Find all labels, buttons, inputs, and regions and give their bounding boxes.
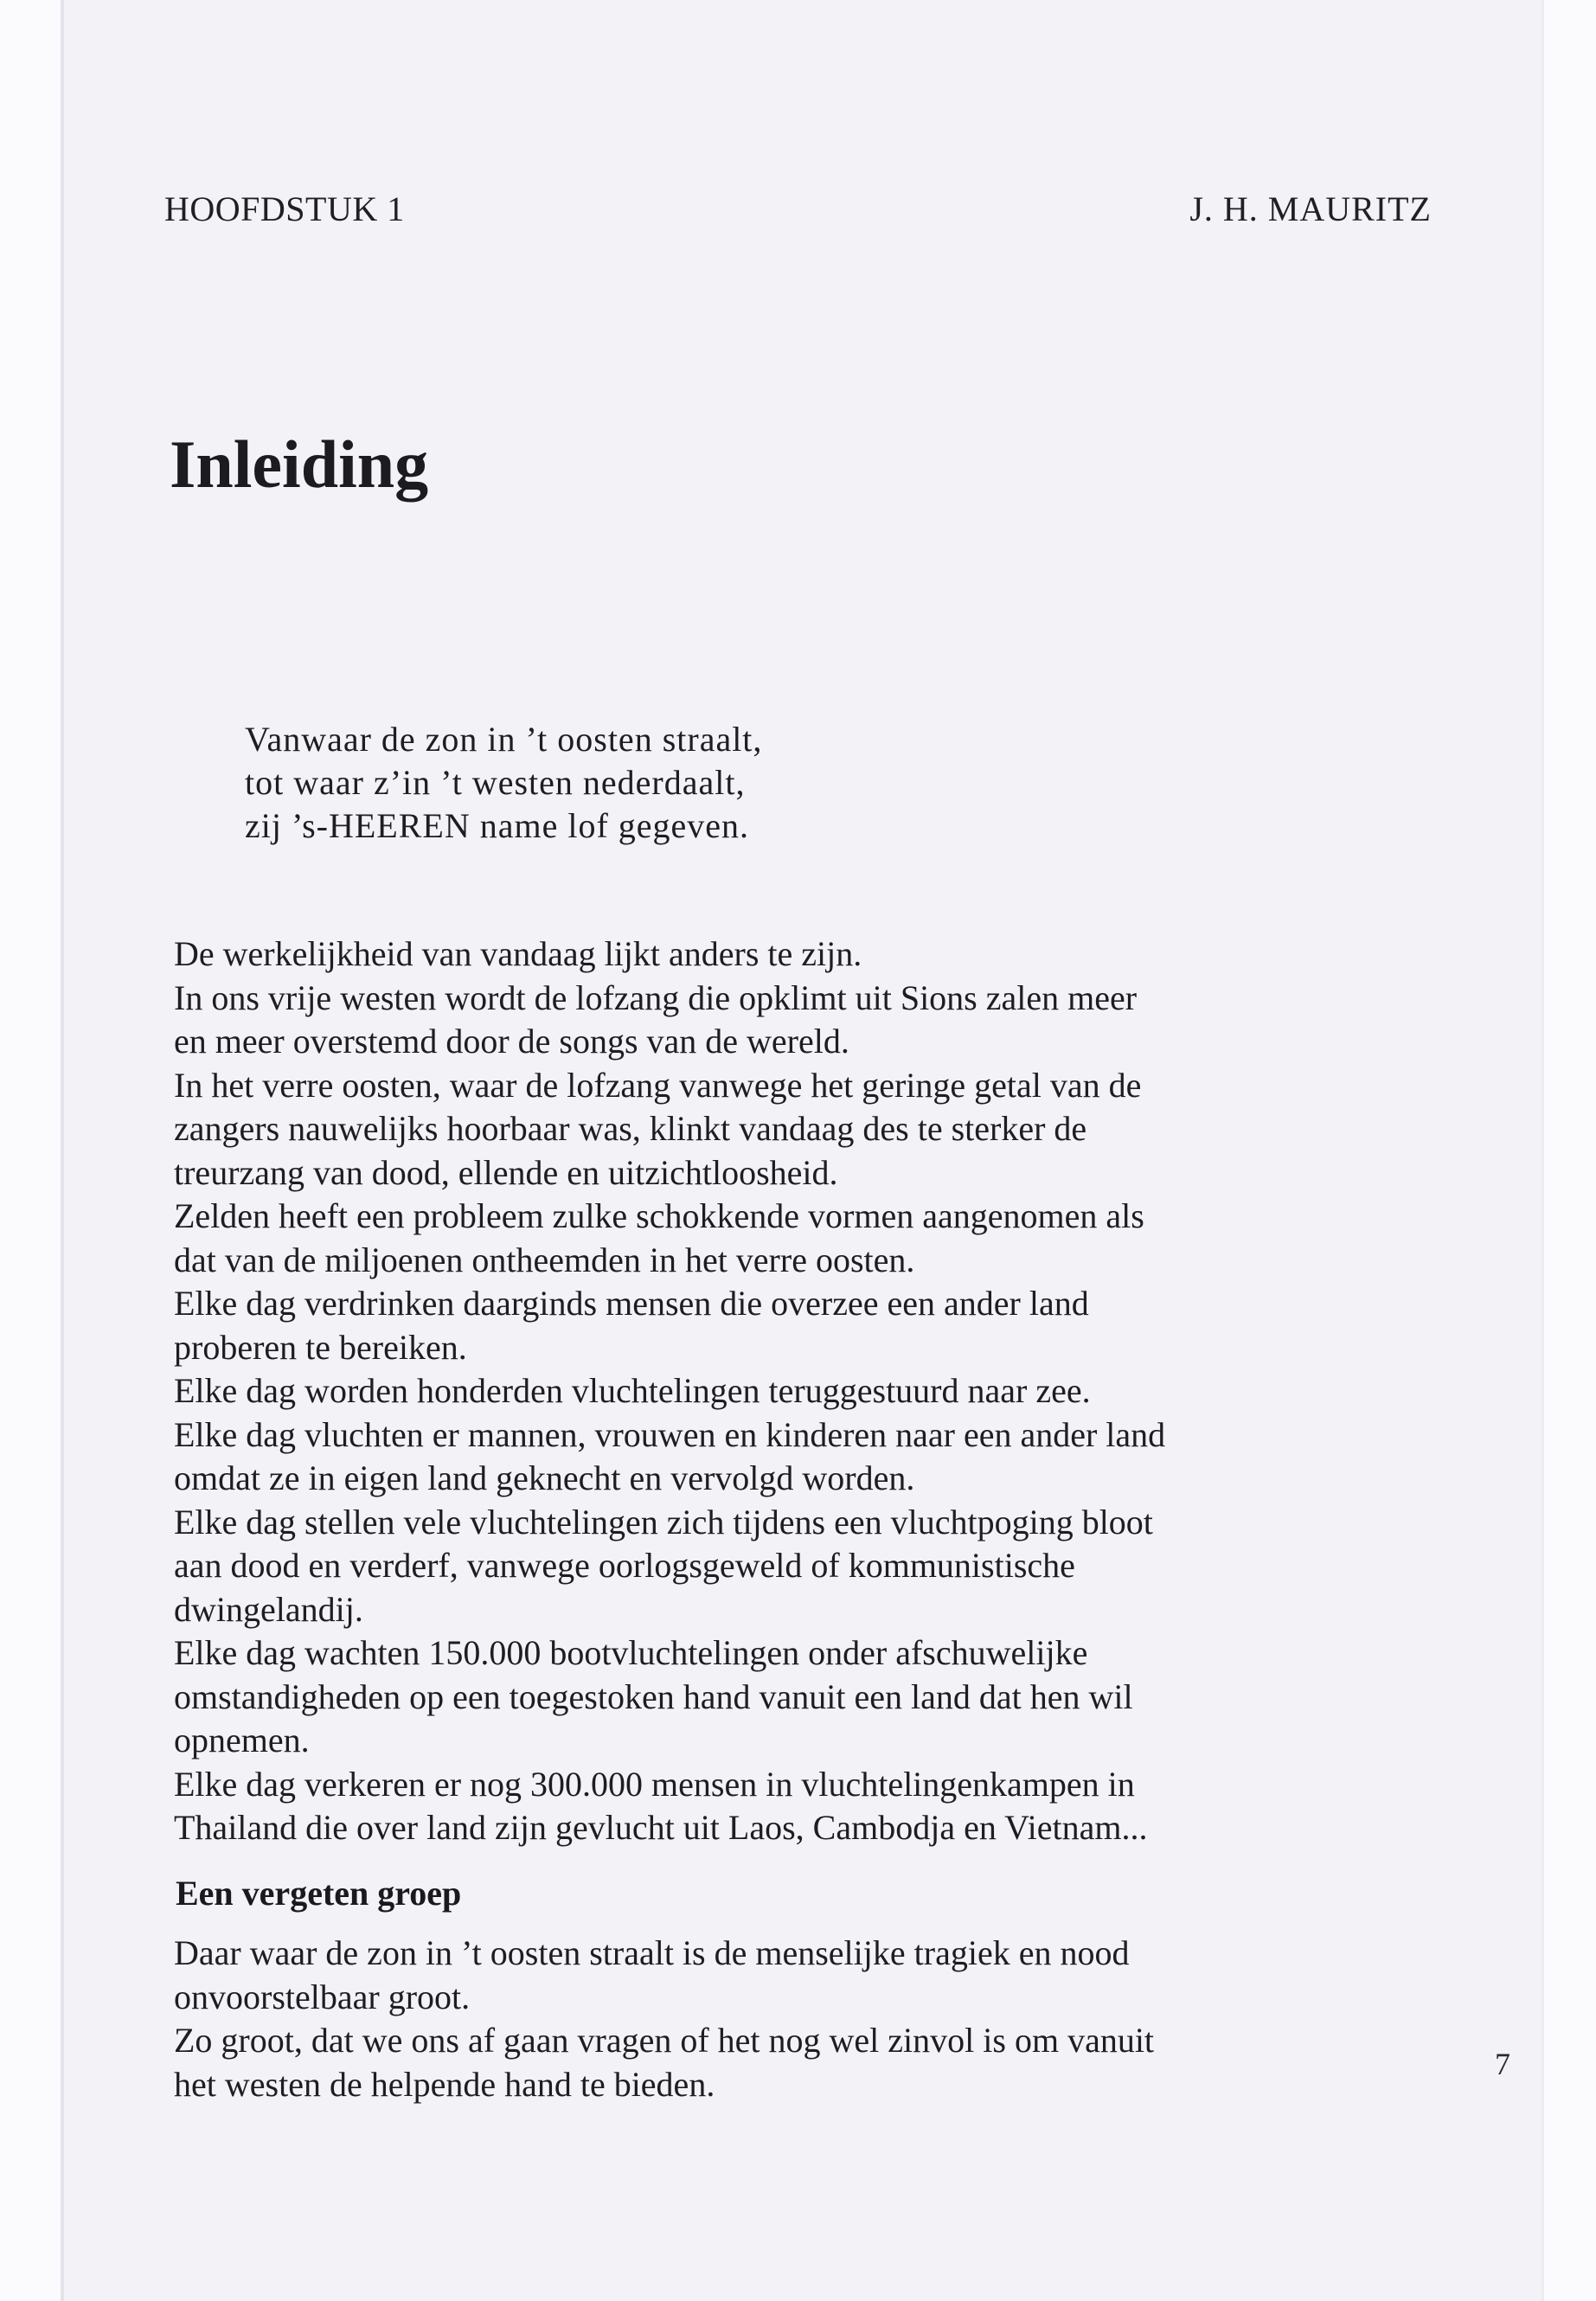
text-line: In ons vrije westen wordt de lofzang die opklimt uit Sions zalen meer — [174, 977, 1138, 1017]
text-line: aan dood en verderf, vanwege oorlogsgeweld of kommunistische — [174, 1546, 1075, 1585]
running-header-chapter: HOOFDSTUK 1 — [164, 189, 405, 228]
text-line: In het verre oosten, waar de lofzang vanwege het geringe getal van de — [174, 1065, 1142, 1105]
text-line: en meer overstemd door de songs van de wereld. — [174, 1022, 849, 1061]
text-line: dwingelandij. — [174, 1589, 363, 1629]
text-line: onvoorstelbaar groot. — [174, 1977, 471, 2016]
text-line: Elke dag wachten 150.000 bootvluchtelingen onder afschuwelijke — [174, 1633, 1088, 1672]
text-line: Elke dag stellen vele vluchtelingen zich tijdens een vluchtpoging bloot — [174, 1502, 1153, 1541]
text-line: Elke dag verdrinken daarginds mensen die overzee een ander land — [174, 1284, 1089, 1323]
text-line: het westen de helpende hand te bieden. — [174, 2064, 715, 2104]
text-line: Daar waar de zon in ’t oosten straalt is de menselijke tragiek en nood — [174, 1933, 1130, 1972]
poem-line: Vanwaar de zon in ’t oosten straalt, — [245, 720, 763, 759]
text-line: omdat ze in eigen land geknecht en vervolgd worden. — [174, 1458, 915, 1497]
text-line: De werkelijkheid van vandaag lijkt anders te zijn. — [174, 934, 862, 973]
text-line: Elke dag worden honderden vluchtelingen teruggestuurd naar zee. — [174, 1371, 1091, 1410]
text-line: Zo groot, dat we ons af gaan vragen of het nog wel zinvol is om vanuit — [174, 2021, 1155, 2060]
running-header-author: J. H. MAURITZ — [1189, 189, 1432, 228]
section-text — [174, 1932, 1437, 2106]
chapter-title: Inleiding — [170, 426, 429, 502]
text-line: dat van de miljoenen ontheemden in het verre oosten. — [174, 1240, 915, 1279]
body-text — [174, 933, 1437, 1850]
text-line: opnemen. — [174, 1721, 310, 1759]
text-line: Zelden heeft een probleem zulke schokkende vormen aangenomen als — [174, 1196, 1144, 1235]
poem-line: tot waar z’in ’t westen nederdaalt, — [245, 763, 746, 802]
text-line: zangers nauwelijks hoorbaar was, klinkt vandaag des te sterker de — [174, 1109, 1087, 1148]
text-line: Elke dag verkeren er nog 300.000 mensen in vluchtelingenkampen in — [174, 1764, 1135, 1804]
text-line: Thailand die over land zijn gevlucht uit Laos, Cambodja en Vietnam... — [174, 1808, 1148, 1847]
text-line: omstandigheden op een toegestoken hand vanuit een land dat hen wil — [174, 1676, 1133, 1716]
page-number: 7 — [1495, 2047, 1510, 2081]
text-line: Elke dag vluchten er mannen, vrouwen en kinderen naar een ander land — [174, 1414, 1166, 1454]
poem-line: zij ’s-HEEREN name lof gegeven. — [245, 806, 750, 845]
section-heading: Een vergeten groep — [176, 1874, 462, 1913]
epigraph-poem — [245, 718, 1369, 848]
text-line: proberen te bereiken. — [174, 1327, 467, 1367]
text-line: treurzang van dood, ellende en uitzichtloosheid. — [174, 1152, 838, 1192]
